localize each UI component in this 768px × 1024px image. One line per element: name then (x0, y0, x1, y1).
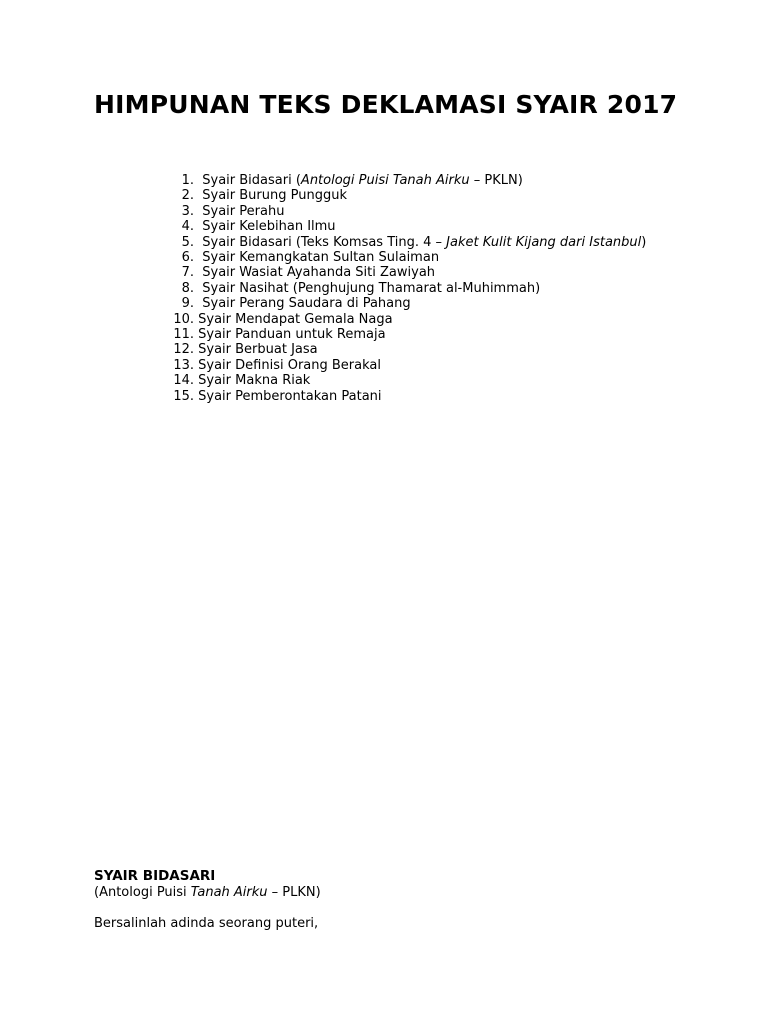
toc-item (164, 342, 724, 357)
toc-item-text (194, 296, 411, 311)
toc-item (164, 327, 724, 342)
toc-item (164, 312, 724, 327)
toc-item-number: 9. (181, 296, 194, 312)
toc-item-text-part: Syair Burung Pungguk (202, 188, 347, 204)
toc-item-text-part: – PKLN) (469, 173, 523, 188)
toc-item-text (194, 342, 318, 357)
toc-item-text (194, 312, 393, 327)
toc-item-text (194, 327, 386, 342)
section-subtitle-italic: Tanah Airku (190, 885, 268, 900)
toc-item-number: 7. (181, 265, 194, 281)
toc-item (164, 389, 724, 404)
toc-item (164, 373, 724, 388)
verse-line: Bersalinlah adinda seorang puteri, (94, 916, 319, 931)
toc-item (164, 358, 724, 373)
toc-item (164, 235, 724, 250)
toc-item-text-part: Syair Bidasari (Teks Komsas Ting. 4 – (202, 234, 447, 250)
toc-item-italic-part: Jaket Kulit Kijang dari Istanbul (446, 234, 642, 250)
toc-item-number: 13. (173, 357, 194, 373)
toc-item-text-part: Syair Kelebihan Ilmu (202, 219, 336, 235)
toc-item-text-part: Syair Kemangkatan Sultan Sulaiman (202, 250, 440, 266)
toc-item-text (194, 188, 347, 203)
toc-item-number: 11. (173, 327, 194, 343)
toc-item-text (194, 250, 439, 265)
toc-item-text-part: Syair Nasihat (Penghujung Thamarat al-Muhimmah) (202, 280, 541, 296)
toc-item-text-part: ) (641, 234, 647, 250)
toc-item (164, 250, 724, 265)
toc-item-text-part: Syair Berbuat Jasa (198, 342, 318, 358)
toc-item (164, 173, 724, 188)
section-subtitle (94, 885, 321, 901)
toc-item-number: 5. (181, 234, 194, 250)
toc-item-text (194, 235, 646, 250)
toc-item (164, 204, 724, 219)
toc-item-text (194, 281, 540, 296)
toc-item-italic-part: Antologi Puisi Tanah Airku (300, 173, 470, 188)
table-of-contents (164, 173, 724, 404)
toc-item (164, 265, 724, 280)
toc-item-number: 4. (181, 219, 194, 235)
toc-item-number: 10. (173, 311, 194, 327)
toc-item-text-part: Syair Pemberontakan Patani (198, 388, 382, 404)
toc-item-text (194, 358, 381, 373)
toc-item-text (194, 219, 336, 234)
toc-item-number: 2. (181, 188, 194, 204)
toc-item-text-part: Syair Bidasari ( (202, 173, 301, 188)
toc-item-text-part: Syair Wasiat Ayahanda Siti Zawiyah (202, 265, 436, 281)
toc-item-text-part: Syair Panduan untuk Remaja (198, 327, 386, 343)
toc-item-number: 1. (181, 173, 194, 188)
toc-item (164, 188, 724, 203)
toc-item-number: 8. (181, 280, 194, 296)
toc-item (164, 281, 724, 296)
document-title: HIMPUNAN TEKS DEKLAMASI SYAIR 2017 (94, 90, 678, 119)
section-subtitle-part: – PLKN) (267, 885, 321, 900)
toc-item-text-part: Syair Definisi Orang Berakal (198, 357, 381, 373)
toc-item-text (194, 373, 310, 388)
toc-item-text (194, 265, 435, 280)
toc-item-text (194, 389, 382, 404)
toc-item-number: 15. (173, 388, 194, 404)
toc-item-number: 3. (181, 203, 194, 219)
section-subtitle-part: (Antologi Puisi (94, 885, 191, 900)
toc-item-number: 12. (173, 342, 194, 358)
toc-item-text-part: Syair Mendapat Gemala Naga (198, 311, 393, 327)
toc-item (164, 219, 724, 234)
toc-item (164, 296, 724, 311)
toc-item-text-part: Syair Perahu (202, 203, 285, 219)
toc-item-text-part: Syair Perang Saudara di Pahang (202, 296, 411, 312)
toc-item-number: 6. (181, 250, 194, 266)
section-title: SYAIR BIDASARI (94, 868, 216, 884)
toc-item-number: 14. (173, 373, 194, 389)
toc-item-text (194, 173, 523, 188)
toc-item-text-part: Syair Makna Riak (198, 373, 311, 389)
toc-item-text (194, 204, 284, 219)
